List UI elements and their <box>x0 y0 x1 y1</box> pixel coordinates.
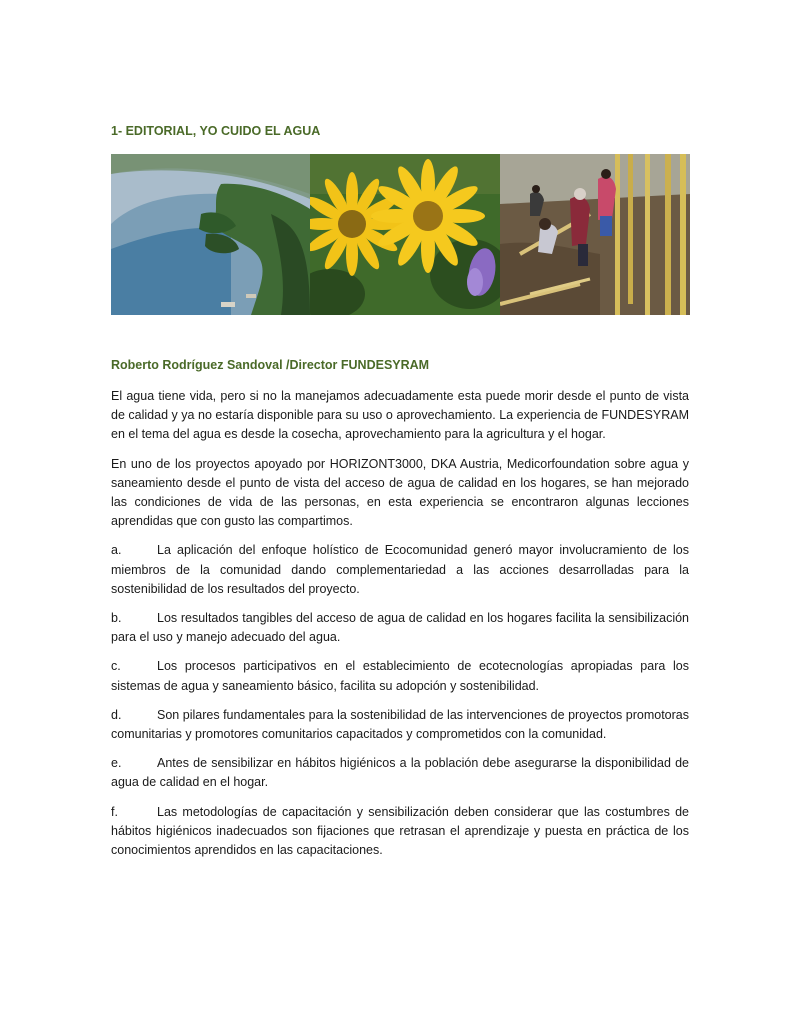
article-body <box>111 387 689 870</box>
garden-work-photo <box>500 154 690 315</box>
item-marker: d. <box>111 707 122 722</box>
item-text: Los procesos participativos en el establecimiento de ecotecnologías apropiadas para los sistemas de agua y saneamiento básico, facilita su adopción y sostenibilidad. <box>111 659 689 693</box>
sunflower-photo <box>310 154 500 315</box>
item-marker: e. <box>111 756 122 771</box>
paragraph: El agua tiene vida, pero si no la manejamos adecuadamente esta puede morir desde el punto de vista de calidad y ya no estaría disponible para su uso o aprovechamiento. La experiencia de FUNDESYRAM en el tema del agua es desde la cosecha, aprovechamiento para la agricultura y el hogar. <box>111 389 689 442</box>
item-text: Antes de sensibilizar en hábitos higiénicos a la población debe asegurarse la disponibilidad de agua de calidad en el hogar. <box>111 756 689 790</box>
lesson-item-e <box>111 754 689 792</box>
item-text: Los resultados tangibles del acceso de agua de calidad en los hogares facilita la sensibilización para el uso y manejo adecuado del agua. <box>111 611 689 645</box>
lake-photo <box>111 154 310 315</box>
item-text: La aplicación del enfoque holístico de Ecocomunidad generó mayor involucramiento de los miembros de la comunidad dando complementariedad a las acciones desarrolladas para la sostenibilidad de los resultados del proyecto. <box>111 543 689 596</box>
editorial-title: 1- EDITORIAL, YO CUIDO EL AGUA <box>111 124 321 138</box>
lesson-item-f <box>111 803 689 861</box>
banner-photo-strip <box>111 154 690 315</box>
item-marker: b. <box>111 611 122 626</box>
item-marker: c. <box>111 659 121 674</box>
item-marker: a. <box>111 543 122 558</box>
item-text: Las metodologías de capacitación y sensibilización deben considerar que las costumbres de hábitos higiénicos inadecuados son fijaciones que retrasan el aprendizaje y puesta en práctica de los conocimientos aprendidos en las capacitaciones. <box>111 804 689 858</box>
lesson-item-a <box>111 541 689 599</box>
lesson-item-d <box>111 706 689 744</box>
paragraph: En uno de los proyectos apoyado por HORIZONT3000, DKA Austria, Medicorfoundation sobre agua y saneamiento desde el punto de vista del acceso de agua de calidad en los hogares, se han mejorado las condiciones de vida de las personas, en esta experiencia se encontraron algunas lecciones aprendidas que con gusto las compartimos. <box>111 456 689 529</box>
lesson-item-c <box>111 657 689 695</box>
item-text: Son pilares fundamentales para la sostenibilidad de las intervenciones de proyectos promotoras comunitarias y promotores comunitarios capacitados y comprometidos con la comunidad. <box>111 707 689 742</box>
author-line: Roberto Rodríguez Sandoval /Director FUNDESYRAM <box>111 358 430 372</box>
lesson-item-b <box>111 609 689 647</box>
item-marker: f. <box>111 804 118 819</box>
